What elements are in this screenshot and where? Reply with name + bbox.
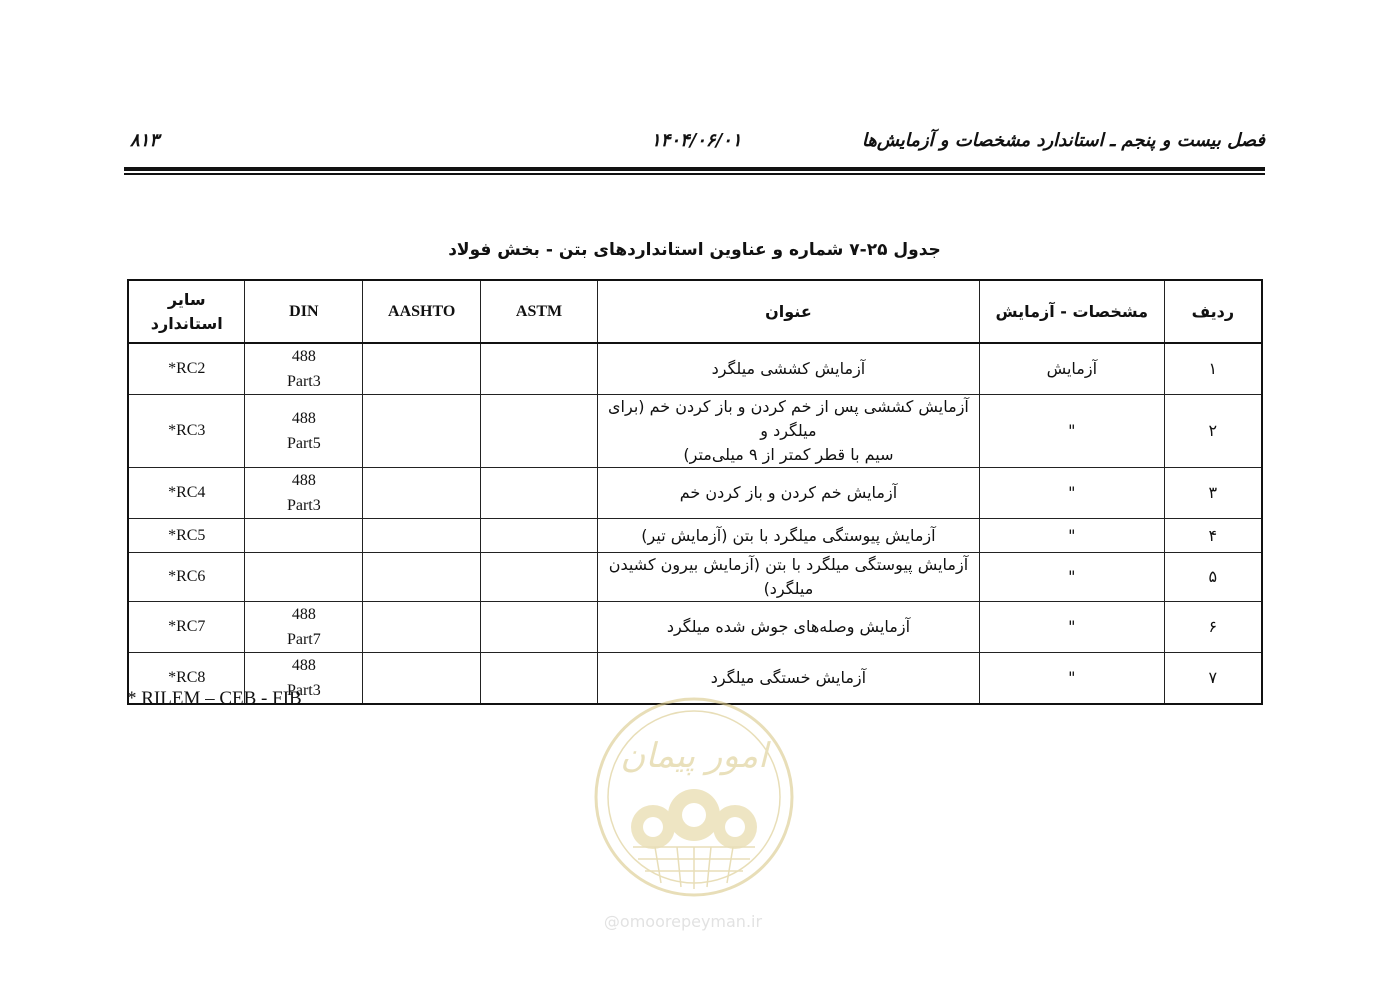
cell-spec: " [979, 395, 1164, 468]
cell-title-line1: آزمایش پیوستگی میلگرد با بتن (آزمایش تیر) [641, 525, 936, 545]
cell-spec: " [979, 553, 1164, 602]
cell-aashto [363, 602, 481, 653]
standards-table [127, 279, 1263, 705]
table-row [128, 553, 1262, 602]
cell-other: RC3* [128, 395, 245, 468]
header-date: ۱۴۰۴/۰۶/۰۱ [651, 130, 742, 151]
cell-title [597, 395, 979, 468]
cell-aashto [363, 553, 481, 602]
header-spec: مشخصات - آزمایش [979, 280, 1164, 343]
page-number: ۸۱۳ [130, 130, 160, 151]
cell-spec: " [979, 653, 1164, 705]
cell-din [245, 395, 363, 468]
cell-title-line1: آزمایش خم کردن و باز کردن خم [679, 483, 898, 502]
table-row [128, 468, 1262, 519]
cell-title-line1: آزمایش کششی پس از خم کردن و باز کردن خم (برای میلگرد و [608, 397, 969, 440]
page-header [124, 124, 1265, 164]
cell-other: RC7* [128, 602, 245, 653]
cell-aashto [363, 653, 481, 705]
header-row-no: ردیف [1164, 280, 1262, 343]
cell-din-line1: 488 [291, 606, 316, 623]
cell-din [245, 468, 363, 519]
header-rule-thick [124, 167, 1265, 171]
cell-title-line1: آزمایش کششی میلگرد [711, 359, 866, 378]
cell-other: RC4* [128, 468, 245, 519]
watermark-grid-icon [633, 847, 755, 889]
cell-din [245, 519, 363, 553]
cell-astm [481, 653, 598, 705]
cell-din-line2: Part3 [286, 497, 321, 514]
cell-din [245, 553, 363, 602]
cell-title-line2: سیم با قطر کمتر از ۹ میلی‌متر) [683, 445, 894, 464]
cell-din-line2: Part3 [286, 373, 321, 390]
chapter-title: فصل بیست و پنجم ـ استاندارد مشخصات و آزمایش‌ها [861, 130, 1265, 151]
cell-din-line1: 488 [291, 657, 316, 674]
cell-row-no: ۵ [1164, 553, 1262, 602]
cell-other: RC5* [128, 519, 245, 553]
cell-astm [481, 602, 598, 653]
cell-title [597, 553, 979, 602]
cell-row-no: ۲ [1164, 395, 1262, 468]
cell-row-no: ۴ [1164, 519, 1262, 553]
cell-din [245, 343, 363, 395]
header-aashto: AASHTO [363, 280, 481, 343]
cell-title [597, 519, 979, 553]
cell-aashto [363, 468, 481, 519]
cell-title-line1: آزمایش پیوستگی میلگرد با بتن (آزمایش بیرون کشیدن میلگرد) [608, 555, 969, 598]
watermark-logo-text: امور پیمان [620, 736, 768, 776]
header-other-standard [128, 280, 245, 343]
cell-title-line1: آزمایش خستگی میلگرد [710, 668, 867, 687]
cell-other: RC6* [128, 553, 245, 602]
cell-astm [481, 553, 598, 602]
cell-row-no: ۷ [1164, 653, 1262, 705]
cell-spec: " [979, 519, 1164, 553]
cell-row-no: ۶ [1164, 602, 1262, 653]
cell-spec: " [979, 468, 1164, 519]
watermark-url: @omoorepeyman.ir [603, 912, 763, 931]
cell-title [597, 468, 979, 519]
cell-astm [481, 468, 598, 519]
table-row [128, 519, 1262, 553]
header-other-line1: سایر [167, 289, 206, 309]
table-header-row [128, 280, 1262, 343]
table-footnote: * RILEM – CEB - FIB [127, 688, 302, 709]
cell-aashto [363, 395, 481, 468]
table-row [128, 395, 1262, 468]
cell-other: RC8* [128, 653, 245, 705]
header-astm: ASTM [481, 280, 598, 343]
cell-din-line1: 488 [291, 410, 316, 427]
cell-row-no: ۳ [1164, 468, 1262, 519]
cell-din [245, 602, 363, 653]
cell-din-line2: Part5 [286, 435, 321, 452]
cell-spec: " [979, 602, 1164, 653]
cell-astm [481, 395, 598, 468]
cell-spec: آزمایش [979, 343, 1164, 395]
cell-aashto [363, 519, 481, 553]
table-caption: جدول ۲۵-۷ شماره و عناوین استانداردهای بتن - بخش فولاد [448, 240, 941, 260]
cell-other: RC2* [128, 343, 245, 395]
cell-din-line1: 488 [291, 348, 316, 365]
cell-row-no: ۱ [1164, 343, 1262, 395]
cell-din-line1: 488 [291, 472, 316, 489]
watermark-logo [583, 697, 805, 937]
cell-din-line2: Part3 [286, 682, 321, 699]
table-row [128, 602, 1262, 653]
cell-title [597, 602, 979, 653]
table-row [128, 343, 1262, 395]
cell-astm [481, 519, 598, 553]
cell-din-line2: Part7 [286, 631, 321, 648]
cell-title-line1: آزمایش وصله‌های جوش شده میلگرد [666, 617, 911, 636]
header-din: DIN [245, 280, 363, 343]
header-other-line2: استاندارد [150, 313, 223, 333]
cell-aashto [363, 343, 481, 395]
header-rule-thin [124, 173, 1265, 175]
cell-title [597, 343, 979, 395]
cell-astm [481, 343, 598, 395]
header-title: عنوان [597, 280, 979, 343]
